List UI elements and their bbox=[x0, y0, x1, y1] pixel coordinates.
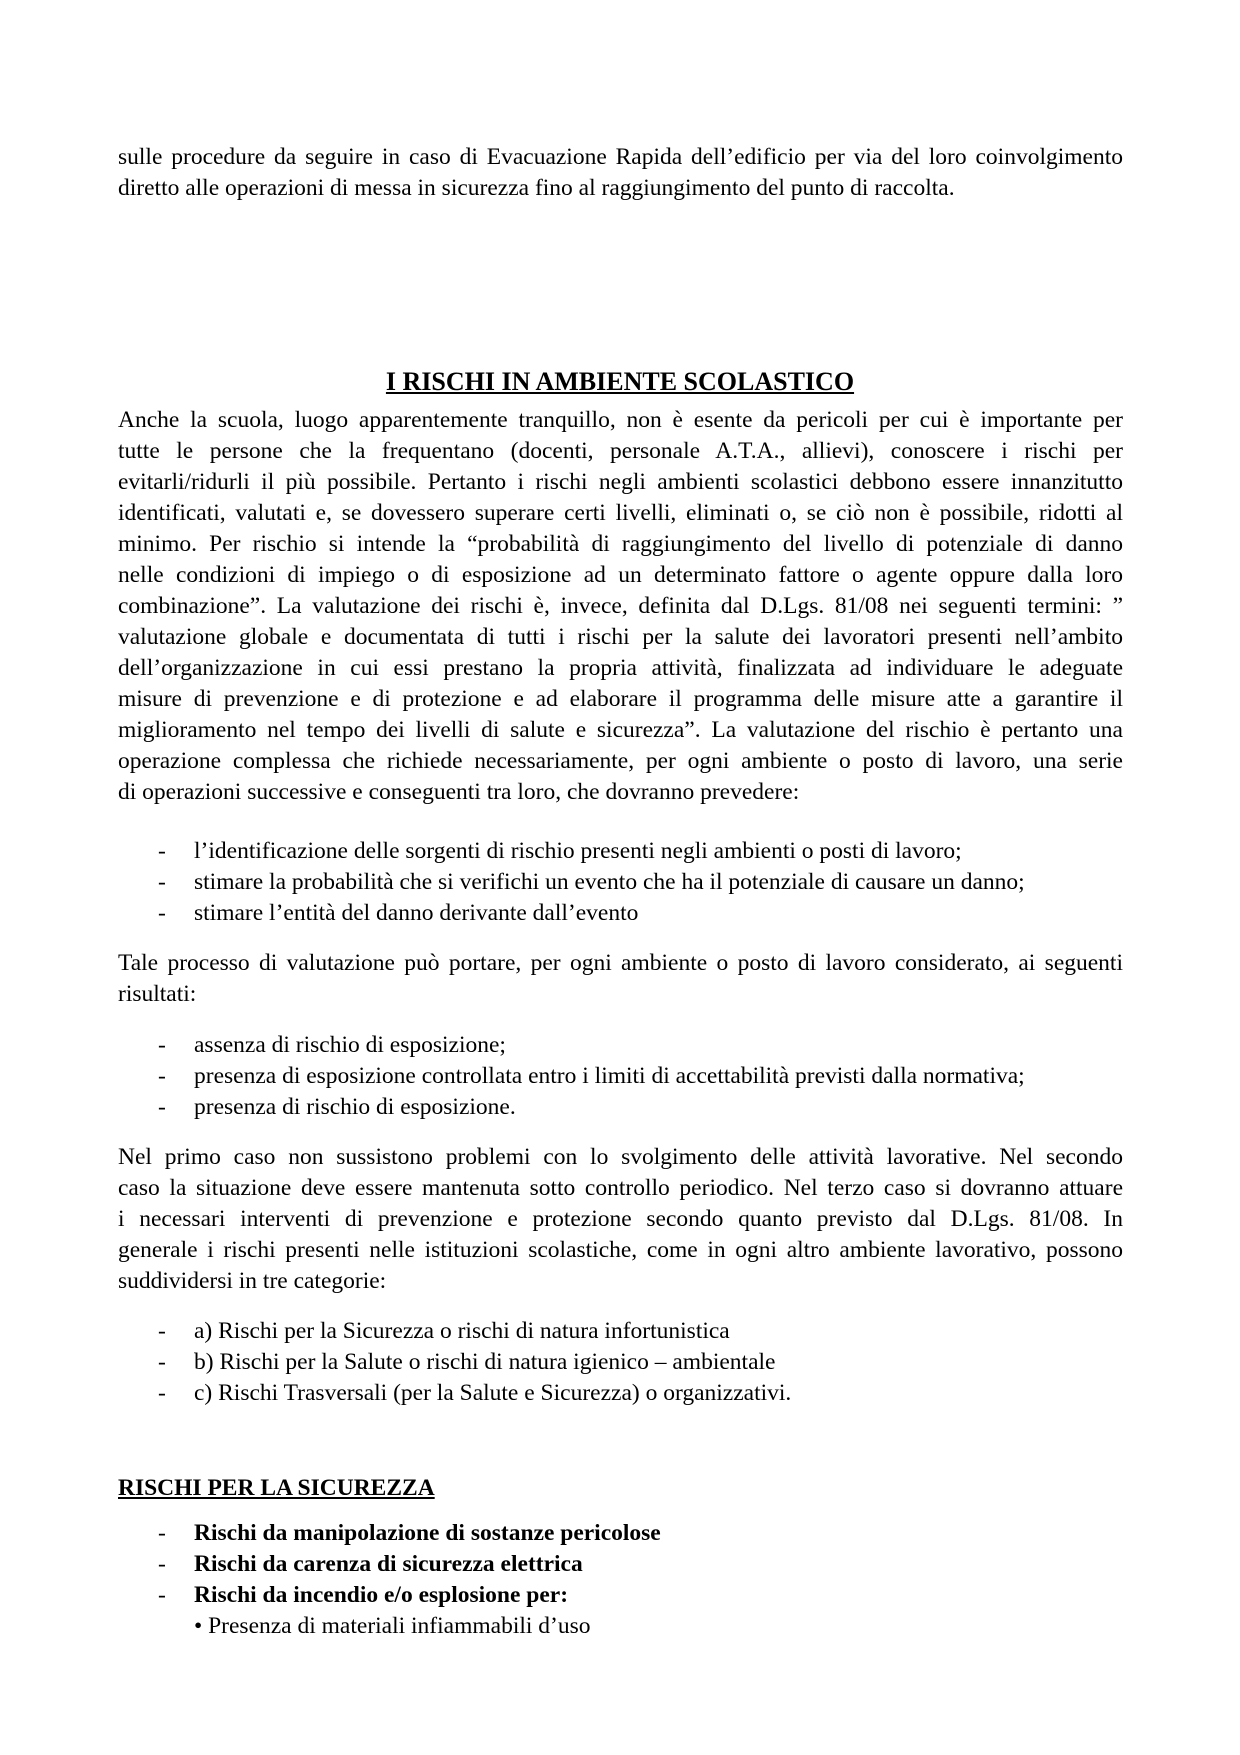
dash-marker: - bbox=[158, 1094, 166, 1120]
paragraph-line: combinazione”. La valutazione dei rischi è, invece, definita dal D.Lgs. 81/08 nei seguenti termini: ” bbox=[118, 593, 1123, 619]
paragraph-line: diretto alle operazioni di messa in sicurezza fino al raggiungimento del punto di raccolta. bbox=[118, 175, 955, 201]
risk-categories-list bbox=[150, 1316, 1090, 1409]
safety-risks-list bbox=[150, 1518, 1090, 1611]
paragraph-line: Anche la scuola, luogo apparentemente tranquillo, non è esente da pericoli per cui è importante per bbox=[118, 407, 1123, 433]
list-item: - c) Rischi Trasversali (per la Salute e Sicurezza) o organizzativi. bbox=[150, 1378, 1090, 1409]
dash-marker: - bbox=[158, 1032, 166, 1058]
paragraph-line: operazione complessa che richiede necessariamente, per ogni ambiente o posto di lavoro, una serie bbox=[118, 748, 1123, 774]
evaluation-results-list bbox=[150, 1030, 1090, 1123]
list-item: - a) Rischi per la Sicurezza o rischi di natura infortunistica bbox=[150, 1316, 1090, 1347]
paragraph-line: misure di prevenzione e di protezione e ad elaborare il programma delle misure atte a garantire il bbox=[118, 686, 1123, 712]
list-item: - b) Rischi per la Salute o rischi di natura igienico – ambientale bbox=[150, 1347, 1090, 1378]
paragraph-line: valutazione globale e documentata di tutti i rischi per la salute dei lavoratori presenti nell’ambito bbox=[118, 624, 1123, 650]
paragraph-line: di operazioni successive e conseguenti tra loro, che dovranno prevedere: bbox=[118, 779, 800, 805]
list-item: - Rischi da carenza di sicurezza elettrica bbox=[150, 1549, 1090, 1580]
list-item: - assenza di rischio di esposizione; bbox=[150, 1030, 1090, 1061]
evaluation-steps-list bbox=[150, 836, 1090, 929]
categories-paragraph bbox=[118, 1142, 1123, 1297]
intro-paragraph bbox=[118, 142, 1123, 204]
list-item: - Rischi da incendio e/o esplosione per: bbox=[150, 1580, 1090, 1611]
dash-marker: - bbox=[158, 1582, 166, 1608]
dash-marker: - bbox=[158, 1520, 166, 1546]
dash-marker: - bbox=[158, 1380, 166, 1406]
paragraph-line: sulle procedure da seguire in caso di Evacuazione Rapida dell’edificio per via del loro coinvolgimento bbox=[118, 144, 1123, 170]
list-item: - stimare la probabilità che si verifichi un evento che ha il potenziale di causare un danno; bbox=[150, 867, 1090, 898]
paragraph-line: suddividersi in tre categorie: bbox=[118, 1268, 387, 1294]
dash-marker: - bbox=[158, 900, 166, 926]
paragraph-line: miglioramento nel tempo dei livelli di salute e sicurezza”. La valutazione del rischio è pertanto una bbox=[118, 717, 1123, 743]
paragraph-line: minimo. Per rischio si intende la “probabilità di raggiungimento del livello di potenziale di danno bbox=[118, 531, 1123, 557]
section-title: I RISCHI IN AMBIENTE SCOLASTICO bbox=[385, 367, 855, 396]
paragraph-line: Nel primo caso non sussistono problemi con lo svolgimento delle attività lavorative. Nel secondo bbox=[118, 1144, 1123, 1170]
paragraph-line: identificati, valutati e, se dovessero superare certi livelli, eliminati o, se ciò non è possibile, ridotti al bbox=[118, 500, 1123, 526]
risks-intro-paragraph bbox=[118, 405, 1123, 808]
paragraph-line: evitarli/ridurli il più possibile. Pertanto i rischi negli ambienti scolastici debbono essere innanzitutto bbox=[118, 469, 1123, 495]
list-item: - l’identificazione delle sorgenti di rischio presenti negli ambienti o posti di lavoro; bbox=[150, 836, 1090, 867]
paragraph-line: nelle condizioni di impiego o di esposizione ad un determinato fattore o agente oppure dalla loro bbox=[118, 562, 1123, 588]
evaluation-results-paragraph bbox=[118, 948, 1123, 1010]
dash-marker: - bbox=[158, 838, 166, 864]
list-item: - presenza di esposizione controllata entro i limiti di accettabilità previsti dalla normativa; bbox=[150, 1061, 1090, 1092]
paragraph-line: dell’organizzazione in cui essi prestano la propria attività, finalizzata ad individuare le adeguate bbox=[118, 655, 1123, 681]
dash-marker: - bbox=[158, 1318, 166, 1344]
dash-marker: - bbox=[158, 869, 166, 895]
list-item: - stimare l’entità del danno derivante dall’evento bbox=[150, 898, 1090, 929]
sub-bullet-item: • Presenza di materiali infiammabili d’uso bbox=[194, 1613, 591, 1639]
subsection-title: RISCHI PER LA SICUREZZA bbox=[118, 1475, 435, 1501]
paragraph-line: caso la situazione deve essere mantenuta sotto controllo periodico. Nel terzo caso si dovranno attuare bbox=[118, 1175, 1123, 1201]
paragraph-line: i necessari interventi di prevenzione e protezione secondo quanto previsto dal D.Lgs. 81/08. In bbox=[118, 1206, 1123, 1232]
list-item: - Rischi da manipolazione di sostanze pericolose bbox=[150, 1518, 1090, 1549]
paragraph-line: risultati: bbox=[118, 981, 197, 1007]
paragraph-line: generale i rischi presenti nelle istituzioni scolastiche, come in ogni altro ambiente lavorativo, possono bbox=[118, 1237, 1123, 1263]
list-item: - presenza di rischio di esposizione. bbox=[150, 1092, 1090, 1123]
dash-marker: - bbox=[158, 1551, 166, 1577]
dash-marker: - bbox=[158, 1063, 166, 1089]
dash-marker: - bbox=[158, 1349, 166, 1375]
paragraph-line: tutte le persone che la frequentano (docenti, personale A.T.A., allievi), conoscere i rischi per bbox=[118, 438, 1123, 464]
paragraph-line: Tale processo di valutazione può portare, per ogni ambiente o posto di lavoro considerato, ai seguenti bbox=[118, 950, 1123, 976]
